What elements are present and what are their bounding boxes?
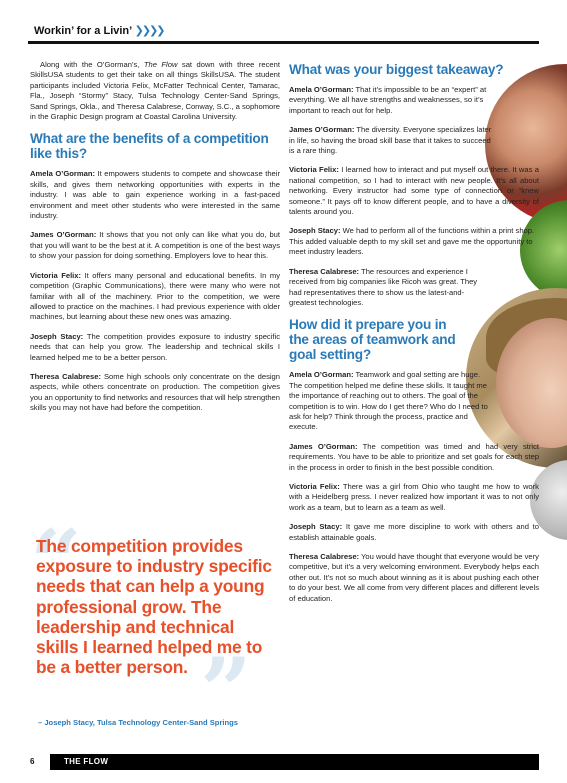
chevrons-icon: ❯❯❯❯ xyxy=(134,25,164,37)
publication-title: THE FLOW xyxy=(64,757,109,766)
speaker-name: Victoria Felix: xyxy=(289,481,340,491)
answer-paragraph: Victoria Felix: I learned how to interact and put myself out there. It was a national competition, so I had to interact with new people. It’s all about networking. Every instructor had some type of connection or “knew someone.” It pays off to know different people, and to have a diversity of talents around you. xyxy=(289,165,539,217)
answer-paragraph: Joseph Stacy: The competition provides exposure to industry specific needs that can help you grow. The leadership and technical skills I learned helped me to be a better person. xyxy=(30,331,280,362)
section-label xyxy=(34,24,164,37)
speaker-name: Theresa Calabrese: xyxy=(289,266,360,276)
publication-name: The Flow xyxy=(143,60,178,69)
answer-paragraph: Theresa Calabrese: Some high schools only concentrate on the design aspects, while others concentrate on production. The competition gives you an opportunity to find networks and resources that will help strengthen skills you may not have had before the competition. xyxy=(30,371,281,413)
answer-paragraph: James O’Gorman: The competition was timed and had very strict requirements. You have to be able to prioritize and set goals for each step in the process in order to finish in the best possible condition. xyxy=(289,441,539,472)
page-number: 6 xyxy=(28,754,50,770)
answer-paragraph: Theresa Calabrese: The resources and experience I received from big companies like Ricoh was great. They had representatives there to show us the latest-and-greatest technologies. xyxy=(289,266,478,307)
answer-paragraph: Victoria Felix: There was a girl from Ohio who taught me how to work with a Heidelberg press. I never realized how important it was to not only work as a team, but to learn as a team as well. xyxy=(289,481,539,512)
speaker-name: Amela O’Gorman: xyxy=(289,85,354,94)
answer-paragraph: James O’Gorman: The diversity. Everyone specializes later in life, so having the broad skill base that it takes to succeed is a rare thing. xyxy=(289,125,492,156)
heading-teamwork: How did it prepare you in the areas of teamwork and goal setting? xyxy=(289,317,456,363)
pull-quote-attribution: – Joseph Stacy, Tulsa Technology Center-Sand Springs xyxy=(38,718,239,727)
answer-paragraph: Amela O’Gorman: Teamwork and goal setting are huge. The competition helped me define these skills. It taught me the importance of reaching out to others. The goal of the competition is to win. How do I get there? Who do I need to ask for help? Think through the process, practice and execute. xyxy=(289,370,488,432)
answer-paragraph: Joseph Stacy: It gave me more discipline to work with others and to establish attainable goals. xyxy=(289,522,539,542)
speaker-name: Amela O’Gorman: xyxy=(30,169,95,179)
speaker-name: Joseph Stacy: xyxy=(289,226,341,236)
speaker-name: Victoria Felix: xyxy=(289,165,339,175)
section-header xyxy=(28,22,539,44)
answer-paragraph: Amela O’Gorman: It empowers students to compete and showcase their skills, and gives them networking opportunities with experts in the industry. I was able to gain experience working in a fast-paced environment and meet other students who were interested in the same industry. xyxy=(30,169,280,221)
answer-paragraph: Joseph Stacy: We had to perform all of the functions within a print shop. This added valuable depth to my skill set and gave me the opportunity to meet industry leaders. xyxy=(289,226,535,257)
pull-quote xyxy=(30,510,280,744)
right-column xyxy=(289,60,539,613)
intro-paragraph: Along with the O’Gorman’s, The Flow sat down with three recent SkillsUSA students to get their take on all things SkillsUSA. The student participants included Victoria Felix, McFatter Technical Center, Tamarac, Fla., Joseph “Stormy” Stacy, Tulsa Technology Center-Sand Springs, Sand Springs, Okla., and Theresa Calabrese, Conway, S.C., a sophomore in the Graphic Design program at Coastal Carolina University. xyxy=(30,60,280,122)
speaker-name: Theresa Calabrese: xyxy=(289,552,360,561)
section-title: Workin’ for a Livin’ xyxy=(34,25,132,37)
open-quote-icon: “ xyxy=(30,510,82,616)
speaker-name: Amela O’Gorman: xyxy=(289,370,354,380)
answer-paragraph: Amela O’Gorman: That it’s impossible to be an “expert” at everything. We all have strengths and weaknesses, so it’s important to reach out for help. xyxy=(289,85,487,115)
left-column xyxy=(30,60,280,423)
answer-paragraph: James O’Gorman: It shows that you not only can like what you do, but that you will want to be the best at it. A competition is one of the best ways to show your passion for doing something. Employers love to hear this. xyxy=(30,230,280,261)
header-rule xyxy=(28,41,539,44)
heading-benefits: What are the benefits of a competition like this? xyxy=(30,131,269,162)
speaker-name: Victoria Felix: xyxy=(30,270,82,280)
speaker-name: Joseph Stacy: xyxy=(30,331,84,341)
speaker-name: James O’Gorman: xyxy=(30,230,97,240)
speaker-name: James O’Gorman: xyxy=(289,125,355,135)
speaker-name: Joseph Stacy: xyxy=(289,522,343,532)
page-footer xyxy=(28,754,539,770)
heading-takeaway: What was your biggest takeaway? xyxy=(289,62,504,77)
speaker-name: Theresa Calabrese: xyxy=(30,371,101,381)
answer-paragraph: Theresa Calabrese: You would have thought that everyone would be very competitive, but it’s a very welcoming environment. Everybody helps each other out. It’s not so much about winning as it is about pushing each other to do your best. We all come from very different places and different levels of education. xyxy=(289,552,539,603)
pull-quote-text: The competition provides exposure to industry specific needs that can help a young professional grow. The leadership and technical skills I learned helped me to be a better person. xyxy=(36,536,272,678)
answer-paragraph: Victoria Felix: It offers many personal and educational benefits. In my competition (Graphic Communications), there were many who were not familiar with all of the machinery. Prior to the competition, we were allowed to practice on the machines. I had previous experience with older machines, but learning about these new ones was amazing. xyxy=(30,270,281,322)
speaker-name: James O’Gorman: xyxy=(289,441,358,451)
close-quote-icon: ” xyxy=(200,638,252,744)
